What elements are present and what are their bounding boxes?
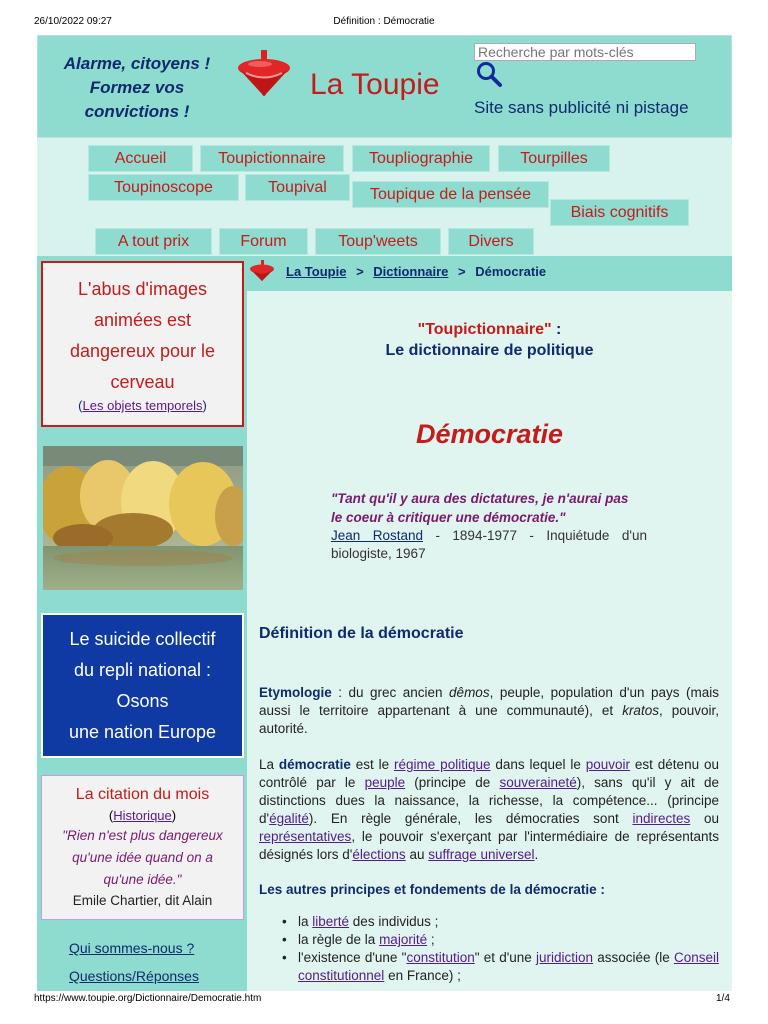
animated-images-warning xyxy=(41,261,244,427)
warning-line-3: dangereux pour le xyxy=(69,341,216,361)
page-title: Démocratie xyxy=(415,419,564,449)
quote-line-1: "Rien n'est plus dangereux xyxy=(62,828,223,843)
link-elections[interactable]: élections xyxy=(352,847,406,862)
nav-tab-accueil[interactable]: Accueil xyxy=(88,145,193,172)
text: est détenu ou contrôlé par le xyxy=(259,757,719,790)
link-juridiction[interactable]: juridiction xyxy=(536,950,594,965)
europe-line-4: une nation Europe xyxy=(68,722,217,742)
nav-tab-toupival[interactable]: Toupival xyxy=(245,174,350,201)
text: est le xyxy=(350,757,395,772)
dictionary-name: "Toupictionnaire" xyxy=(417,321,552,338)
text: , le pouvoir s'exerçant par l'intermédiaire de représentants désignés lors d' xyxy=(259,829,719,862)
quote-line-3: qu'une idée." xyxy=(103,872,182,887)
dictionary-colon: : xyxy=(551,321,562,338)
principles-heading: Les autres principes et fondements de la démocratie : xyxy=(259,882,605,897)
text: " et d'une xyxy=(474,950,537,965)
link-souverainete[interactable]: souveraineté xyxy=(499,775,577,790)
breadcrumb-dictionary-link[interactable]: Dictionnaire xyxy=(373,264,449,279)
link-representatives[interactable]: représentatives xyxy=(259,829,352,844)
faq-link[interactable]: Questions/Réponses xyxy=(69,968,199,984)
link-peuple[interactable]: peuple xyxy=(364,775,406,790)
list-item xyxy=(279,913,719,931)
dictionary-heading xyxy=(247,321,732,339)
site-title[interactable]: La Toupie xyxy=(310,68,440,101)
dictionary-subtitle: Le dictionnaire de politique xyxy=(385,342,594,359)
breadcrumb-separator: > xyxy=(356,264,364,279)
nav-tab-toupweets[interactable]: Toup'weets xyxy=(315,228,441,255)
text: l'existence d'une " xyxy=(298,950,407,965)
quote-author: Emile Chartier, dit Alain xyxy=(72,893,213,908)
link-constitution[interactable]: constitution xyxy=(406,950,475,965)
etymology-paragraph xyxy=(259,684,719,738)
breadcrumb-current: Démocratie xyxy=(475,264,547,279)
epigraph-quote xyxy=(331,489,647,527)
slogan-line-1: Alarme, citoyens ! xyxy=(63,54,211,73)
print-title: Définition : Démocratie xyxy=(333,16,435,27)
text: ). En règle générale, les démocraties sont xyxy=(308,811,633,826)
text: des individus ; xyxy=(349,914,439,929)
spinning-top-icon xyxy=(249,259,275,283)
slogan-line-3: convictions ! xyxy=(84,102,190,121)
autumn-trees-image xyxy=(43,446,243,590)
nav-tab-tourpilles[interactable]: Tourpilles xyxy=(498,145,610,172)
tagline: Site sans publicité ni pistage xyxy=(474,98,689,117)
definition-paragraph xyxy=(259,756,719,864)
list-item xyxy=(279,949,719,985)
link-conseil-constitutionnel[interactable]: Conseil constitutionnel xyxy=(298,950,720,983)
etymology-label: Etymologie xyxy=(259,685,332,700)
link-pouvoir[interactable]: pouvoir xyxy=(585,757,631,772)
search-icon[interactable] xyxy=(475,61,505,91)
print-page-number: 1/4 xyxy=(716,993,730,1004)
print-url: https://www.toupie.org/Dictionnaire/Democratie.htm xyxy=(34,993,262,1004)
nav-tab-toupinoscope[interactable]: Toupinoscope xyxy=(88,174,239,201)
principles-list xyxy=(279,913,719,985)
text: , peuple, population d'un pays (mais aussi le territoire appartenant à une communauté), et xyxy=(259,685,719,718)
text: au xyxy=(405,847,429,862)
europe-line-2: du repli national : xyxy=(73,660,212,680)
epigraph-attribution xyxy=(331,527,647,563)
print-datetime: 26/10/2022 09:27 xyxy=(34,16,112,27)
quote-paren-close: ) xyxy=(171,808,177,823)
link-egalite[interactable]: égalité xyxy=(269,811,309,826)
quote-title: La citation du mois xyxy=(75,786,210,803)
objets-temporels-link[interactable]: Les objets temporels xyxy=(82,398,203,413)
text: ou xyxy=(690,811,719,826)
spinning-top-icon[interactable] xyxy=(236,48,292,100)
search-input[interactable] xyxy=(474,43,696,61)
term-demos: dêmos xyxy=(449,685,490,700)
epigraph-line-2: le coeur à critiquer une démocratie." xyxy=(331,510,566,525)
link-majorite[interactable]: majorité xyxy=(379,932,428,947)
warning-line-2: animées est xyxy=(93,310,192,330)
epigraph-source: - 1894-1977 - Inquiétude d'un biologiste, 1967 xyxy=(331,528,647,561)
text: la règle de la xyxy=(298,932,380,947)
text: dans lequel le xyxy=(490,757,586,772)
quote-paren-open: ( xyxy=(108,808,114,823)
link-indirectes[interactable]: indirectes xyxy=(632,811,691,826)
text: La xyxy=(259,757,279,772)
historique-link[interactable]: Historique xyxy=(113,808,172,823)
term-democratie: démocratie xyxy=(278,757,351,772)
slogan-line-2: Formez vos xyxy=(89,78,185,97)
text: ; xyxy=(427,932,435,947)
europe-promo-box[interactable] xyxy=(41,613,244,758)
list-item xyxy=(279,931,719,949)
quote-line-2: qu'une idée quand on a xyxy=(72,850,213,865)
nav-tab-biais-cognitifs[interactable]: Biais cognitifs xyxy=(550,199,689,226)
nav-tab-forum[interactable]: Forum xyxy=(219,228,308,255)
about-us-link[interactable]: Qui sommes-nous ? xyxy=(69,940,195,956)
warning-line-1: L'abus d'images xyxy=(78,279,207,299)
breadcrumb-trail xyxy=(286,264,546,279)
text: en France) ; xyxy=(384,968,461,983)
text: (principe de xyxy=(405,775,500,790)
nav-tab-toupictionnaire[interactable]: Toupictionnaire xyxy=(200,145,344,172)
europe-line-1: Le suicide collectif xyxy=(69,629,216,649)
section-heading: Définition de la démocratie xyxy=(259,625,464,642)
breadcrumb-separator: > xyxy=(458,264,466,279)
epigraph-line-1: "Tant qu'il y aura des dictatures, je n'aurai pas xyxy=(331,491,629,506)
warning-paren-close: ) xyxy=(202,398,207,413)
link-suffrage-universel[interactable]: suffrage universel xyxy=(428,847,535,862)
text: ), sans qu'il y ait de distinctions dues la naissance, la richesse, la compétence... (principe d' xyxy=(259,775,719,826)
nav-tab-toupique[interactable]: Toupique de la pensée xyxy=(352,181,549,208)
breadcrumb-home-link[interactable]: La Toupie xyxy=(286,264,347,279)
link-liberte[interactable]: liberté xyxy=(312,914,350,929)
text: , pouvoir, autorité. xyxy=(259,703,719,736)
warning-line-4: cerveau xyxy=(110,372,175,392)
text: . xyxy=(534,847,539,862)
nav-tab-a-tout-prix[interactable]: A tout prix xyxy=(95,228,212,255)
term-kratos: kratos xyxy=(622,703,659,718)
nav-tab-toupliographie[interactable]: Toupliographie xyxy=(352,145,490,172)
quote-of-the-month xyxy=(41,775,244,920)
author-link[interactable]: Jean Rostand xyxy=(331,528,424,543)
europe-line-3: Osons xyxy=(116,691,169,711)
warning-paren-open: ( xyxy=(78,398,83,413)
text: : du grec ancien xyxy=(331,685,450,700)
text: la xyxy=(298,914,313,929)
link-regime-politique[interactable]: régime politique xyxy=(394,757,491,772)
text: associée (le xyxy=(593,950,674,965)
slogan xyxy=(47,52,227,124)
nav-tab-divers[interactable]: Divers xyxy=(448,228,534,255)
